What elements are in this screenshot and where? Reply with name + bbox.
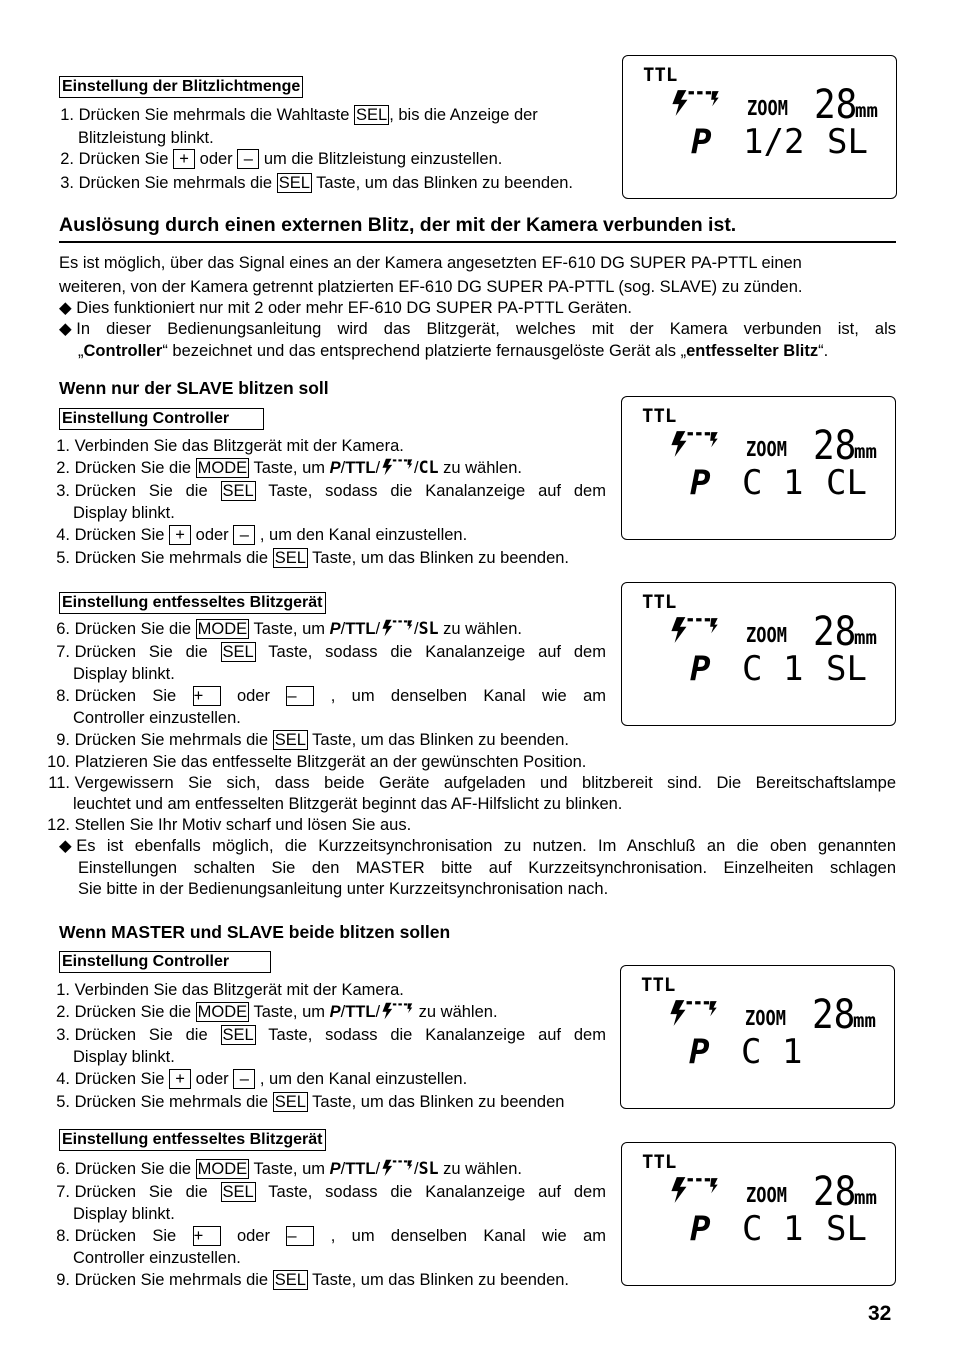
wireless-flash-icon	[380, 1159, 414, 1177]
list-item: 10. Platzieren Sie das entfesselte Blitzgerät an der gewünschten Position.	[47, 753, 587, 771]
section-title-blitzlichtmenge: Einstellung der Blitzlichtmenge	[59, 76, 303, 98]
bullet-item: ◆ Dies funktioniert nur mit 2 oder mehr EF-610 DG SUPER PA-PTTL Geräten.	[59, 299, 632, 317]
intro-line: weiteren, von der Kamera getrennt platzierten EF-610 DG SUPER PA-PTTL (sog. SLAVE) zu zünden.	[59, 278, 803, 296]
sel-key: SEL	[222, 1026, 254, 1044]
lcd-unit: mm	[855, 100, 878, 122]
lcd-value: 28	[812, 992, 856, 1038]
lcd-mode: P	[690, 649, 711, 689]
wireless-flash-icon	[668, 1176, 720, 1204]
lcd-unit: mm	[854, 1187, 877, 1209]
page-number: 32	[868, 1302, 892, 1325]
lcd-channel: C 1	[741, 1032, 803, 1072]
bullet-item-cont: „Controller“ bezeichnet und das entsprechend platzierte fernausgelöste Gerät als „entfesselter Blitz“.	[78, 342, 829, 360]
list-item: 5. Drücken Sie mehrmals die SEL Taste, um das Blinken zu beenden.	[56, 549, 570, 567]
list-item: 1. Drücken Sie mehrmals die Wahltaste SEL , bis die Anzeige der	[60, 106, 538, 124]
lcd-tag: SL	[826, 1209, 867, 1249]
list-item-cont: Blitzleistung blinkt.	[78, 129, 214, 147]
list-item: 7. Drücken Sie die SEL Taste, sodass die Kanalanzeige auf dem	[56, 643, 606, 661]
list-item: 8. Drücken Sie + oder – , um denselben Kanal wie am	[56, 1227, 606, 1245]
list-item: 2. Drücken Sie die MODE Taste, um P/TTL/ /CL zu wählen.	[56, 458, 522, 477]
note-item-cont: Sie bitte in der Bedienungsanleitung unter Kurzzeitsynchronisation nach.	[78, 880, 609, 898]
bullet-item: ◆ In dieser Bedienungsanleitung wird das Blitzgerät, welches mit der Kamera verbunden ist, als	[59, 320, 896, 338]
lcd-ttl: TTL	[643, 64, 678, 86]
lcd-zoom: ZOOM	[747, 96, 788, 120]
sl-icon: SL	[418, 619, 439, 638]
section-title-controller: Einstellung Controller	[59, 951, 271, 973]
lcd-mode: P	[690, 463, 711, 503]
list-item: 2. Drücken Sie + oder – um die Blitzleistung einzustellen.	[60, 150, 503, 168]
lcd-channel: C 1	[742, 463, 804, 503]
minus-key: –	[286, 686, 314, 706]
wireless-flash-icon	[667, 999, 719, 1027]
list-item: 12. Stellen Sie Ihr Motiv scharf und lösen Sie aus.	[47, 816, 412, 834]
note-item-cont: Einstellungen schalten Sie den MASTER bitte auf Kurzzeitsynchronisation. Einzelheiten schlagen	[78, 859, 896, 877]
sl-icon: SL	[418, 1159, 439, 1178]
lcd-channel: C 1	[742, 1209, 804, 1249]
intro-line: Es ist möglich, über das Signal eines an der Kamera angesetzten EF-610 DG SUPER PA-PTTL einen	[59, 254, 802, 272]
sel-key: SEL	[356, 106, 388, 124]
list-item-cont: Display blinkt.	[73, 504, 175, 522]
lcd-zoom: ZOOM	[746, 437, 787, 461]
main-heading: Auslösung durch einen externen Blitz, der mit der Kamera verbunden ist.	[59, 214, 737, 236]
cl-icon: CL	[418, 458, 439, 477]
plus-key: +	[169, 1069, 191, 1089]
mode-key: MODE	[197, 1003, 248, 1021]
list-item: 6. Drücken Sie die MODE Taste, um P/TTL/ /SL zu wählen.	[56, 619, 522, 638]
lcd-tag: SL	[827, 122, 868, 162]
lcd-mode: P	[691, 122, 712, 162]
wireless-flash-icon	[380, 1002, 414, 1020]
diamond-bullet-icon: ◆	[59, 837, 72, 855]
sel-key: SEL	[222, 482, 254, 500]
lcd-value: 28	[813, 423, 857, 469]
p-mode-icon: P	[329, 620, 341, 638]
lcd-zoom: ZOOM	[745, 1006, 786, 1030]
list-item-cont: Controller einzustellen.	[73, 709, 241, 727]
list-item-cont: Display blinkt.	[73, 1048, 175, 1066]
list-item-cont: leuchtet und am entfesselten Blitzgerät beginnt das AF-Hilfslicht zu blinken.	[73, 795, 623, 813]
lcd-unit: mm	[853, 1010, 876, 1032]
list-item-cont: Controller einzustellen.	[73, 1249, 241, 1267]
lcd-mode: P	[689, 1032, 710, 1072]
lcd-tag: SL	[826, 649, 867, 689]
lcd-ttl: TTL	[641, 974, 676, 996]
mode-key: MODE	[197, 620, 248, 638]
wireless-flash-icon	[380, 458, 414, 476]
master-heading: Wenn MASTER und SLAVE beide blitzen sollen	[59, 922, 451, 942]
sel-key: SEL	[274, 731, 306, 749]
lcd-value: 28	[814, 82, 858, 128]
wireless-flash-icon	[668, 616, 720, 644]
list-item: 1. Verbinden Sie das Blitzgerät mit der Kamera.	[56, 437, 404, 455]
list-item: 4. Drücken Sie + oder – , um den Kanal einzustellen.	[56, 526, 468, 544]
heading-rule	[59, 241, 896, 243]
p-mode-icon: P	[329, 459, 341, 477]
list-item-cont: Display blinkt.	[73, 1205, 175, 1223]
slave-heading: Wenn nur der SLAVE blitzen soll	[59, 378, 329, 398]
lcd-display	[621, 582, 896, 726]
lcd-tag: CL	[826, 463, 867, 503]
wireless-flash-icon	[380, 619, 414, 637]
plus-key: +	[169, 525, 191, 545]
wireless-flash-icon	[668, 430, 720, 458]
list-item: 3. Drücken Sie die SEL Taste, sodass die Kanalanzeige auf dem	[56, 482, 606, 500]
list-item: 7. Drücken Sie die SEL Taste, sodass die Kanalanzeige auf dem	[56, 1183, 606, 1201]
list-item: 6. Drücken Sie die MODE Taste, um P/TTL/ /SL zu wählen.	[56, 1159, 522, 1178]
lcd-value: 28	[813, 609, 857, 655]
lcd-unit: mm	[854, 441, 877, 463]
lcd-ttl: TTL	[642, 1151, 677, 1173]
plus-key: +	[173, 149, 195, 169]
list-item: 3. Drücken Sie mehrmals die SEL Taste, um das Blinken zu beenden.	[60, 174, 574, 192]
list-item: 2. Drücken Sie die MODE Taste, um P/TTL/ zu wählen.	[56, 1003, 498, 1021]
sel-key: SEL	[274, 1093, 306, 1111]
lcd-mode: P	[690, 1209, 711, 1249]
mode-key: MODE	[197, 459, 248, 477]
note-item: ◆ Es ist ebenfalls möglich, die Kurzzeitsynchronisation zu nutzen. Im Anschluß an die oben genannten	[59, 837, 896, 855]
list-item: 3. Drücken Sie die SEL Taste, sodass die Kanalanzeige auf dem	[56, 1026, 606, 1044]
list-item: 8. Drücken Sie + oder – , um denselben Kanal wie am	[56, 687, 606, 705]
section-title-entfesselt: Einstellung entfesseltes Blitzgerät	[59, 592, 326, 614]
minus-key: –	[237, 149, 259, 169]
list-item: 11. Vergewissern Sie sich, dass beide Geräte aufgeladen und blitzbereit sind. Die Bereitschaftslampe	[48, 774, 896, 792]
lcd-channel: C 1	[742, 649, 804, 689]
lcd-value: 28	[813, 1169, 857, 1215]
sel-key: SEL	[278, 174, 310, 192]
sel-key: SEL	[274, 1271, 306, 1289]
minus-key: –	[286, 1226, 314, 1246]
section-title-entfesselt: Einstellung entfesseltes Blitzgerät	[59, 1129, 326, 1151]
list-item: 1. Verbinden Sie das Blitzgerät mit der Kamera.	[56, 981, 404, 999]
lcd-ttl: TTL	[642, 591, 677, 613]
lcd-display	[622, 55, 897, 199]
list-item: 4. Drücken Sie + oder – , um den Kanal einzustellen.	[56, 1070, 468, 1088]
wireless-flash-icon	[669, 89, 721, 117]
lcd-ttl: TTL	[642, 405, 677, 427]
diamond-bullet-icon: ◆	[59, 320, 72, 338]
list-item: 9. Drücken Sie mehrmals die SEL Taste, um das Blinken zu beenden.	[56, 731, 570, 749]
p-mode-icon: P	[329, 1003, 341, 1021]
p-mode-icon: P	[329, 1160, 341, 1178]
lcd-zoom: ZOOM	[746, 1183, 787, 1207]
sel-key: SEL	[274, 549, 306, 567]
plus-key: +	[193, 1226, 221, 1246]
diamond-bullet-icon: ◆	[59, 299, 72, 317]
lcd-display	[620, 965, 895, 1109]
plus-key: +	[193, 686, 221, 706]
section-title-controller: Einstellung Controller	[59, 408, 264, 430]
lcd-display	[621, 1142, 896, 1286]
list-item-cont: Display blinkt.	[73, 665, 175, 683]
sel-key: SEL	[222, 1183, 254, 1201]
lcd-display	[621, 396, 896, 540]
minus-key: –	[233, 525, 255, 545]
sel-key: SEL	[222, 643, 254, 661]
minus-key: –	[233, 1069, 255, 1089]
lcd-channel: 1/2	[743, 122, 805, 162]
lcd-zoom: ZOOM	[746, 623, 787, 647]
lcd-unit: mm	[854, 627, 877, 649]
list-item: 9. Drücken Sie mehrmals die SEL Taste, um das Blinken zu beenden.	[56, 1271, 570, 1289]
mode-key: MODE	[197, 1160, 248, 1178]
list-item: 5. Drücken Sie mehrmals die SEL Taste, um das Blinken zu beenden	[56, 1093, 565, 1111]
